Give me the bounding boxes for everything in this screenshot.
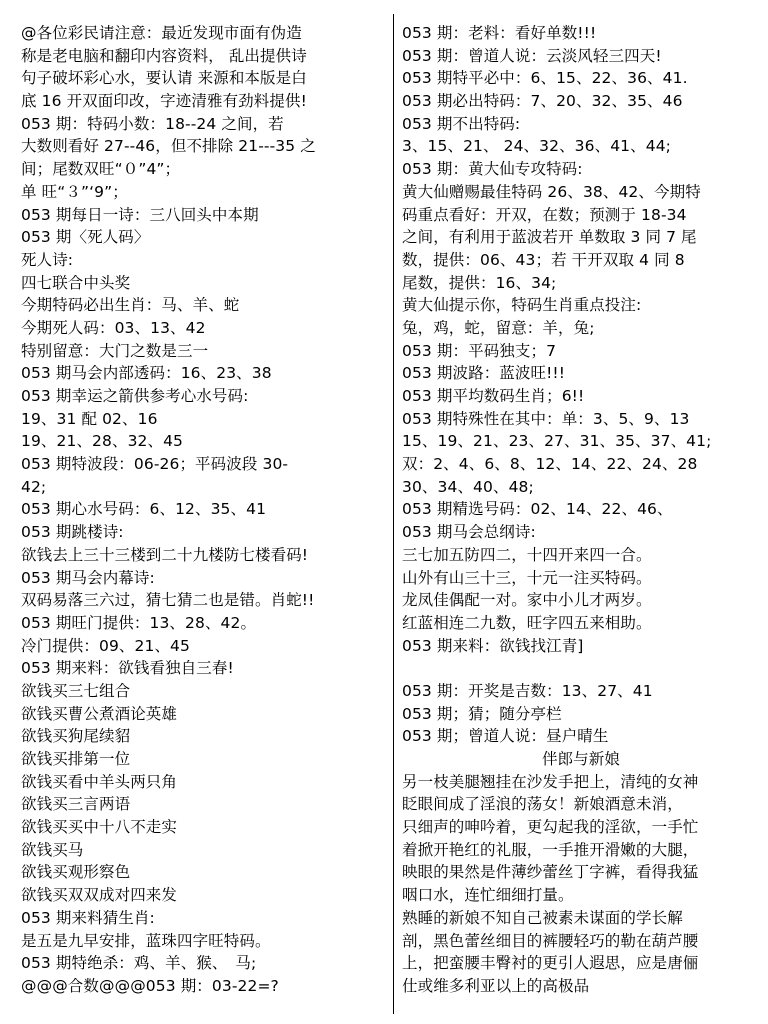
- text-line: 咽口水，连忙细细打量。: [402, 886, 574, 905]
- text-line: 053 期跳楼诗:: [21, 523, 124, 542]
- text-line: 15、19、21、23、27、31、35、37、41;: [402, 432, 712, 451]
- text-line: 黄大仙提示你，特码生肖重点投注:: [402, 296, 642, 315]
- text-line: 欲钱买观形察色: [21, 863, 131, 882]
- text-line: [402, 657, 760, 680]
- text-line: 053 期心水号码：6、12、35、41: [21, 500, 267, 519]
- text-line: 伴郎与新娘: [541, 750, 620, 768]
- text-line: 053 期幸运之箭供参考心水号码:: [21, 387, 249, 405]
- text-line: 上，把蛮腰丰臀衬的更引人遐思，应是唐俪: [402, 954, 699, 973]
- text-line: 053 期特波段：06-26；平码波段 30-: [21, 455, 289, 474]
- text-line: 双码易落三六过，猜七猜二也是错。肖蛇!!: [21, 591, 315, 610]
- text-line: 码重点看好：开双，在数；预测于 18-34: [402, 205, 687, 224]
- text-line: 欲钱买三言两语: [21, 795, 131, 814]
- text-line: 单 旺“３”‘9”；: [21, 182, 128, 201]
- text-line: 053 期来料猜生肖:: [21, 908, 155, 927]
- text-line: 山外有山三十三，十元一注买特码。: [402, 568, 652, 587]
- text-line: 053 期特绝杀：鸡、羊、猴、 马;: [21, 954, 257, 973]
- text-line: 冷门提供：09、21、45: [21, 636, 190, 655]
- text-line: 053 期马会内幕诗:: [21, 568, 155, 587]
- text-line: 今期特码必出生肖：马、羊、蛇: [21, 296, 240, 315]
- text-line: 欲钱去上三十三楼到二十九楼防七楼看码!: [21, 545, 309, 564]
- text-line: 称是老电脑和翻印内容资料， 乱出提供诗: [21, 46, 307, 65]
- text-line: 053 期：平码独支；7: [402, 341, 557, 360]
- text-line: 053 期；猜；随分亭栏: [402, 704, 562, 723]
- text-line: 仕或维多利亚以上的高极品: [402, 976, 590, 995]
- text-line: 053 期马会内部透码：16、23、38: [21, 364, 272, 383]
- text-line: 龙凤佳偶配一对。家中小儿才两岁。: [402, 591, 652, 610]
- text-line: 053 期特殊性在其中：单：3、5、9、13: [402, 409, 690, 428]
- text-line: 053 期：老料：看好单数!!!: [402, 24, 597, 42]
- text-line: 眨眼间成了淫浪的荡女！新娘酒意未消，: [402, 795, 683, 814]
- text-line: 053 期不出特码:: [402, 114, 521, 133]
- text-line: 053 期马会总纲诗:: [402, 523, 536, 542]
- text-line: 兔，鸡，蛇，留意：羊，兔;: [402, 318, 595, 337]
- text-line: 三七加五防四二，十四开来四一合。: [402, 545, 652, 564]
- text-line: 底 16 开双面印改，字迹清雅有劲料提供!: [21, 92, 307, 111]
- text-line: 欲钱买排第一位: [21, 750, 131, 768]
- text-line: 间；尾数双旺“０”4”；: [21, 160, 181, 179]
- text-line: 欲钱买买中十八不走实: [21, 818, 178, 837]
- text-line: 19、21、28、32、45: [21, 432, 184, 451]
- text-line: 大数则看好 27--46，但不排除 21---35 之: [21, 137, 316, 156]
- text-line: 着掀开艳红的礼服，一手推开滑嫩的大腿，: [402, 840, 699, 859]
- text-line: 42;: [21, 477, 47, 496]
- text-line: 30、34、40、48;: [402, 477, 534, 496]
- text-line: 剖，黑色蕾丝细目的裤腰轻巧的勒在葫芦腰: [402, 931, 699, 950]
- text-line: 欲钱买双双成对四来发: [21, 886, 178, 905]
- text-line: 双：2、4、6、8、12、14、22、24、28: [402, 455, 698, 474]
- text-line: 欲钱买曹公煮酒论英雄: [21, 704, 178, 723]
- text-line: 053 期：曾道人说：云淡风轻三四天!: [402, 46, 662, 65]
- text-line: 数，提供：06、43；若 干开双取 4 同 8: [402, 250, 685, 269]
- text-line: 3、15、21、 24、32、36、41、44;: [402, 137, 671, 156]
- text-line: 053 期来料：欲钱找江青]: [402, 636, 584, 655]
- text-line: 19、31 配 02、16: [21, 409, 158, 428]
- text-line: 欲钱买马: [21, 840, 84, 859]
- text-line: 053 期；曾道人说：昼户晴生: [402, 727, 609, 746]
- text-line: 死人诗:: [21, 250, 74, 269]
- text-line: 句子破坏彩心水，要认请 来源和本版是白: [21, 69, 307, 88]
- text-line: 黄大仙赠赐最佳特码 26、38、42、今期特: [402, 182, 701, 201]
- text-line: 只细声的呻吟着，更勾起我的淫欲，一手忙: [402, 818, 699, 837]
- text-line: @各位彩民请注意：最近发现市面有伪造: [21, 24, 302, 42]
- text-line: @@@合数@@@053 期：03-22=?: [21, 976, 279, 995]
- text-line: 053 期必出特码：7、20、32、35、46: [402, 92, 683, 111]
- text-line: 欲钱买看中羊头两只角: [21, 772, 178, 791]
- text-line: 熟睡的新娘不知自己被素未谋面的学长解: [402, 908, 683, 927]
- text-line: 映眼的果然是件薄纱蕾丝丁字裤，看得我猛: [402, 863, 699, 882]
- text-line: 特别留意：大门之数是三一: [21, 341, 209, 360]
- right-column: [402, 22, 760, 998]
- text-line: 053 期每日一诗：三八回头中本期: [21, 205, 259, 224]
- text-line: 欲钱买狗尾续貂: [21, 727, 131, 746]
- text-line: 053 期：开奖是吉数：13、27、41: [402, 681, 653, 700]
- text-line: 053 期特平必中：6、15、22、36、41.: [402, 69, 688, 88]
- text-line: 053 期：黄大仙专攻特码:: [402, 160, 583, 179]
- text-line: 红蓝相连二九数，旺字四五来相助。: [402, 613, 652, 632]
- text-line: 欲钱买三七组合: [21, 681, 131, 700]
- text-line: 尾数，提供：16、34;: [402, 273, 557, 292]
- text-line: 四七联合中头奖: [21, 273, 131, 292]
- text-line: 是五是九早安排，蓝珠四字旺特码。: [21, 931, 271, 950]
- text-line: 今期死人码：03、13、42: [21, 318, 206, 337]
- text-line: 053 期平均数码生肖；6!!: [402, 387, 585, 405]
- text-line: 053 期来料：欲钱看独自三春!: [21, 659, 234, 678]
- text-line: 053 期：特码小数：18--24 之间，若: [21, 114, 284, 133]
- text-line: 053 期精选号码：02、14、22、46、: [402, 500, 673, 519]
- text-line: 053 期〈死人码〉: [21, 228, 150, 247]
- text-line: 053 期旺门提供：13、28、42。: [21, 613, 257, 632]
- text-line: 另一枝美腿翘挂在沙发手把上，清纯的女神: [402, 772, 699, 791]
- column-divider: [393, 14, 394, 1014]
- left-column: [21, 22, 389, 998]
- text-line: 之间，有利用于蓝波若开 单数取 3 同 7 尾: [402, 228, 697, 247]
- text-line: 053 期波路：蓝波旺!!!: [402, 364, 566, 383]
